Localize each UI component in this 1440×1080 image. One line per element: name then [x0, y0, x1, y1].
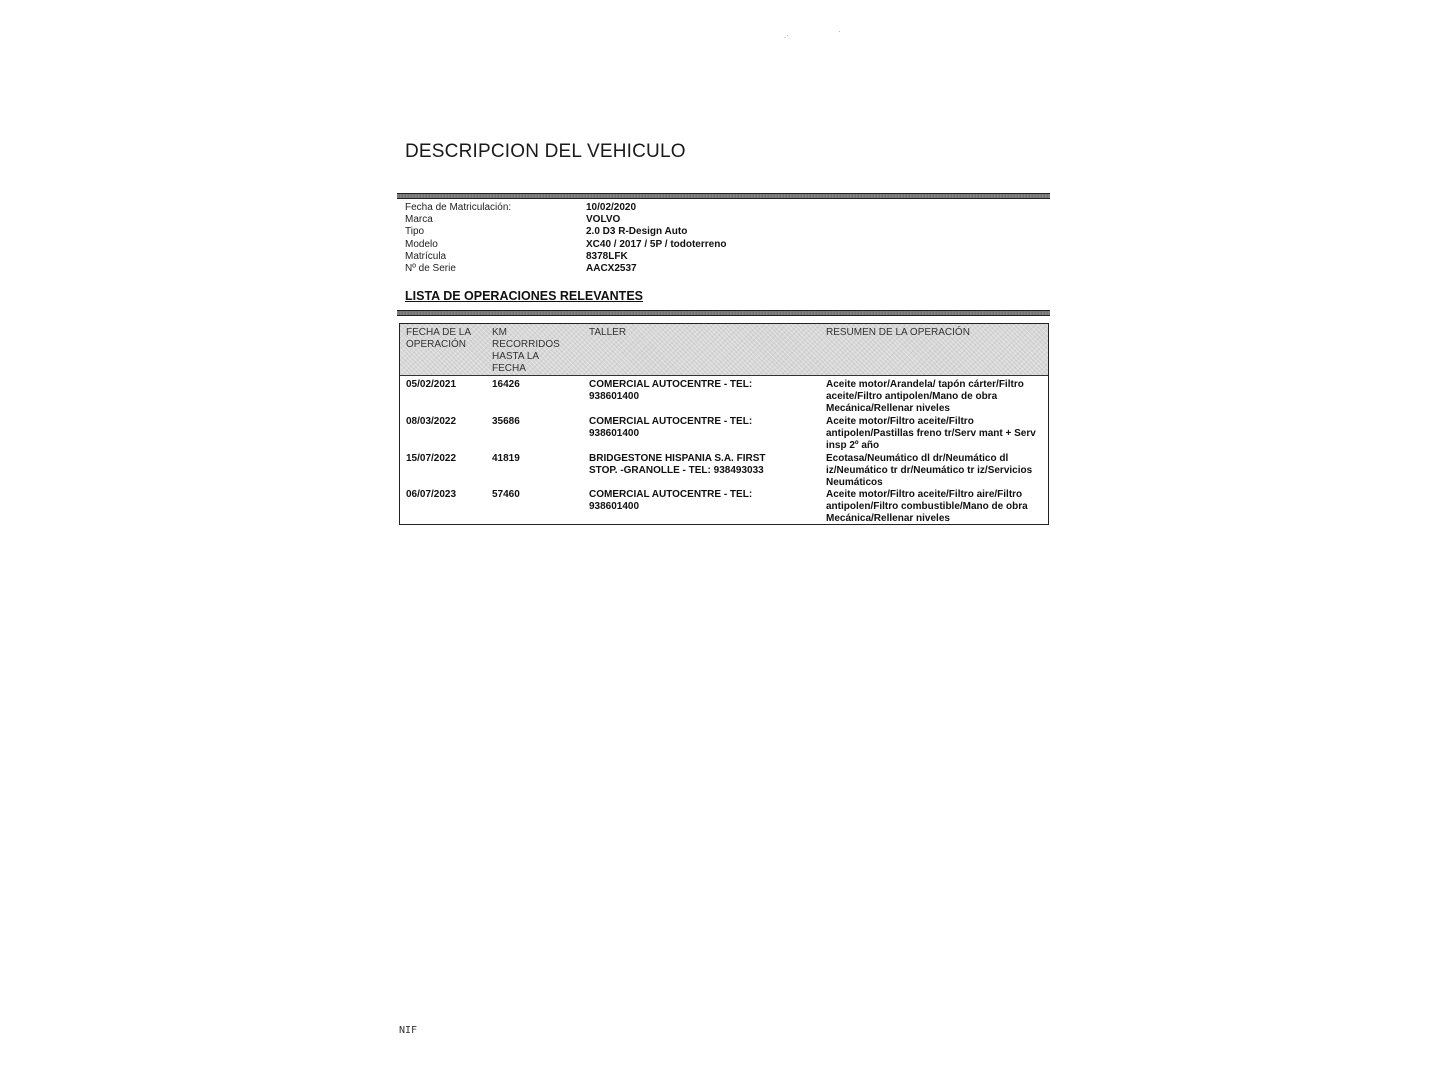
cell-km: 57460: [492, 489, 520, 500]
header-date: FECHA DE LA OPERACIÓN: [406, 327, 472, 350]
nif-footer: NIF: [399, 1025, 418, 1036]
vehicle-field-serial: [405, 263, 726, 275]
page-title: DESCRIPCION DEL VEHICULO: [405, 141, 686, 162]
cell-date: 08/03/2022: [406, 416, 457, 427]
cell-km: 41819: [492, 453, 520, 464]
header-km: KM RECORRIDOS HASTA LA FECHA: [492, 327, 560, 374]
cell-resumen: Aceite motor/Arandela/ tapón cárter/Filtro aceite/Filtro antipolen/Mano de obra Mecánica/Rellenar niveles: [826, 379, 1024, 415]
header-taller: TALLER: [589, 327, 627, 338]
cell-taller: COMERCIAL AUTOCENTRE - TEL: 938601400: [589, 379, 753, 403]
field-value: AACX2537: [586, 263, 637, 275]
vehicle-field-model: [405, 239, 726, 251]
scan-mark: .·: [784, 31, 789, 40]
field-value: VOLVO: [586, 214, 621, 226]
table-header: [400, 324, 1048, 376]
cell-km: 35686: [492, 416, 520, 427]
field-value: XC40 / 2017 / 5P / todoterreno: [586, 238, 727, 250]
cell-resumen: Ecotasa/Neumático dl dr/Neumático dl iz/Neumático tr dr/Neumático tr iz/Servicios Neumáticos: [826, 453, 1033, 489]
vehicle-field-registration-date: [405, 202, 726, 214]
divider-top: [397, 193, 1050, 199]
field-label: Nº de Serie: [405, 263, 456, 275]
cell-taller: COMERCIAL AUTOCENTRE - TEL: 938601400: [589, 489, 753, 513]
field-value: 2.0 D3 R-Design Auto: [586, 226, 688, 238]
field-label: Matrícula: [405, 250, 447, 262]
field-label: Tipo: [405, 226, 425, 238]
cell-taller: BRIDGESTONE HISPANIA S.A. FIRST STOP. -GRANOLLE - TEL: 938493033: [589, 453, 766, 477]
cell-resumen: Aceite motor/Filtro aceite/Filtro antipolen/Pastillas freno tr/Serv mant + Serv insp 2º año: [826, 416, 1036, 452]
field-value: 10/02/2020: [586, 202, 637, 213]
field-label: Marca: [405, 214, 433, 226]
operations-heading: LISTA DE OPERACIONES RELEVANTES: [405, 289, 643, 303]
field-label: Fecha de Matriculación:: [405, 202, 512, 213]
scan-mark: ·: [838, 27, 841, 36]
cell-date: 06/07/2023: [406, 489, 457, 500]
field-value: 8378LFK: [586, 250, 628, 262]
cell-taller: COMERCIAL AUTOCENTRE - TEL: 938601400: [589, 416, 753, 440]
vehicle-field-plate: [405, 251, 726, 263]
cell-date: 15/07/2022: [406, 453, 457, 464]
cell-km: 16426: [492, 379, 520, 390]
cell-date: 05/02/2021: [406, 379, 457, 390]
vehicle-info: [405, 202, 726, 275]
operations-table: [399, 323, 1049, 525]
divider-middle: [397, 310, 1050, 316]
vehicle-field-brand: [405, 214, 726, 226]
header-resumen: RESUMEN DE LA OPERACIÓN: [826, 327, 970, 338]
vehicle-field-type: [405, 226, 726, 238]
field-label: Modelo: [405, 238, 438, 250]
cell-resumen: Aceite motor/Filtro aceite/Filtro aire/Filtro antipolen/Filtro combustible/Mano de obra Mecánica/Rellenar niveles: [826, 489, 1028, 525]
